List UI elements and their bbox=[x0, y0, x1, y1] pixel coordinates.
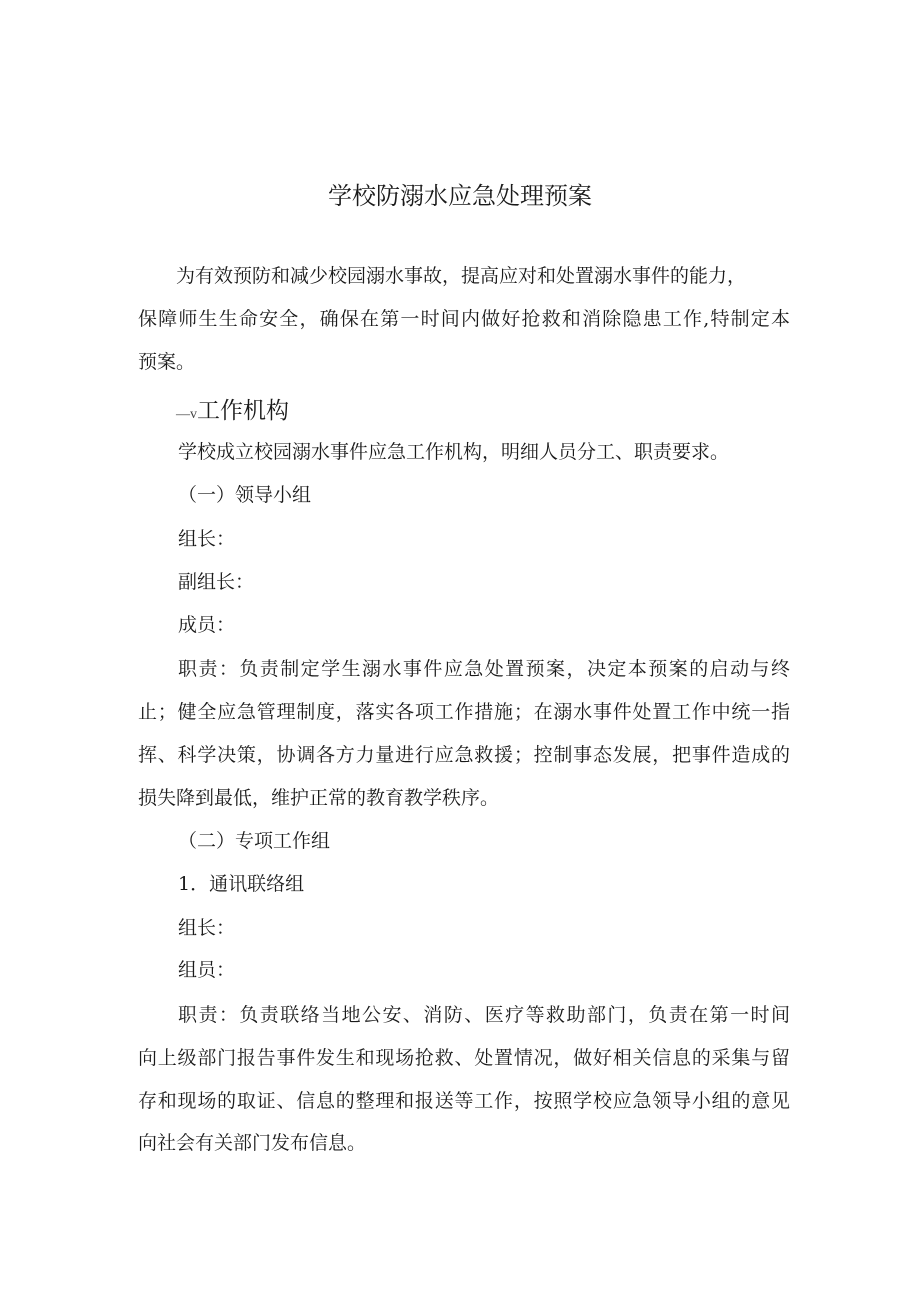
duty-line: 损失降到最低，维护正常的教育教学秩序。 bbox=[138, 787, 500, 809]
section-prefix: —v bbox=[176, 407, 197, 422]
special-group-heading: （二）专项工作组 bbox=[178, 830, 331, 852]
duty-line: 挥、科学决策，协调各方力量进行应急救援；控制事态发展，把事件造成的 bbox=[138, 744, 790, 766]
members-label: 成员： bbox=[178, 614, 236, 636]
members-label: 组员： bbox=[178, 959, 236, 981]
duty-line: 向上级部门报告事件发生和现场抢救、处置情况，做好相关信息的采集与留 bbox=[138, 1047, 790, 1069]
intro-line: 保障师生生命安全，确保在第一时间内做好抢救和消除隐患工作,特制定本 bbox=[138, 308, 790, 330]
intro-line: 为有效预防和减少校园溺水事故，提高应对和处置溺水事件的能力， bbox=[176, 265, 747, 287]
section-heading bbox=[176, 392, 289, 425]
section-title: 工作机构 bbox=[197, 398, 289, 424]
page-title: 学校防溺水应急处理预案 bbox=[328, 182, 592, 210]
intro-line: 预案。 bbox=[138, 351, 196, 373]
leader-group-heading: （一）领导小组 bbox=[178, 484, 312, 506]
duty-line: 职责：负责制定学生溺水事件应急处置预案，决定本预案的启动与终 bbox=[178, 658, 790, 680]
subgroup-heading: 1．通讯联络组 bbox=[178, 873, 305, 895]
deputy-label: 副组长： bbox=[178, 571, 255, 593]
section-text: 学校成立校园溺水事件应急工作机构，明细人员分工、职责要求。 bbox=[178, 441, 730, 463]
duty-line: 职责：负责联络当地公安、消防、医疗等救助部门，负责在第一时间 bbox=[178, 1004, 790, 1026]
duty-line: 向社会有关部门发布信息。 bbox=[138, 1132, 367, 1154]
duty-line: 存和现场的取证、信息的整理和报送等工作，按照学校应急领导小组的意见 bbox=[138, 1090, 790, 1112]
duty-line: 止；健全应急管理制度，落实各项工作措施；在溺水事件处置工作中统一指 bbox=[138, 701, 790, 723]
leader-label: 组长： bbox=[178, 528, 236, 550]
leader-label: 组长： bbox=[178, 917, 236, 939]
